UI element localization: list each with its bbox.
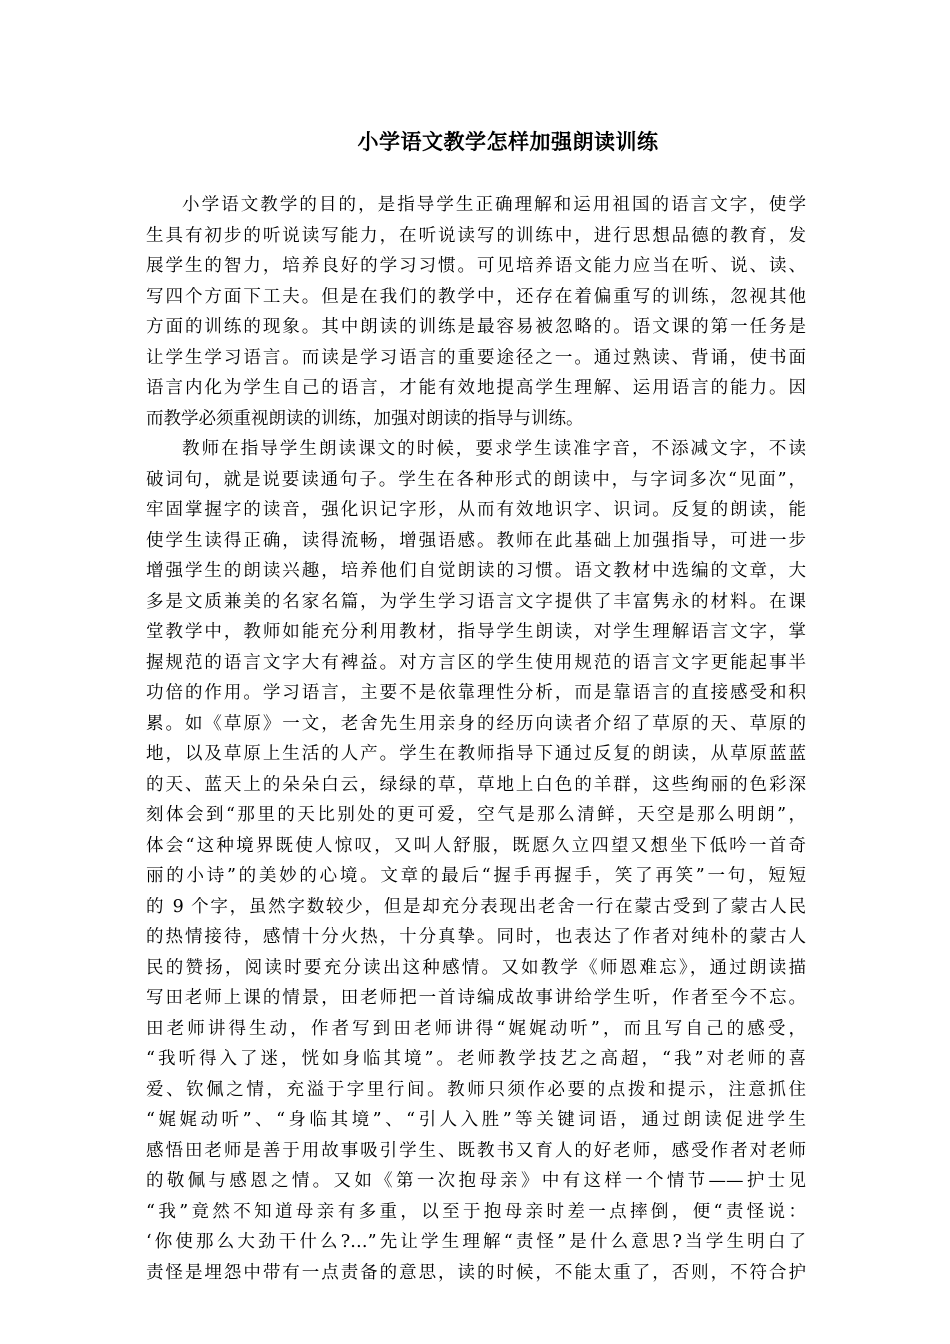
text-line: 方面的训练的现象。其中朗读的训练是最容易被忽略的。语文课的第一任务是 [146, 317, 806, 337]
text-line: 丽的小诗”的美妙的心境。文章的最后“握手再握手，笑了再笑”一句，短短 [146, 866, 806, 886]
text-line: 堂教学中，教师如能充分利用教材，指导学生朗读，对学生理解语言文字，掌 [146, 622, 806, 642]
text-line: 写田老师上课的情景，田老师把一首诗编成故事讲给学生听，作者至今不忘。 [146, 988, 806, 1008]
text-line: 体会“这种境界既使人惊叹，又叫人舒服，既愿久立四望又想坐下低吟一首奇 [146, 835, 806, 856]
text-line: “我”竟然不知道母亲有多重，以至于抱母亲时差一点摔倒，便“责怪说： [146, 1201, 806, 1222]
text-line: 使学生读得正确，读得流畅，增强语感。教师在此基础上加强指导，可进一步 [146, 530, 806, 551]
text-line: 的热情接待，感情十分火热，十分真挚。同时，也表达了作者对纯朴的蒙古人 [146, 927, 806, 947]
document-body [146, 190, 806, 1288]
text-line: 地，以及草原上生活的人产。学生在教师指导下通过反复的朗读，从草原蓝蓝 [146, 744, 806, 764]
text-line: 小学语文教学的目的，是指导学生正确理解和运用祖国的语言文字，使学 [182, 195, 806, 215]
text-line: 功倍的作用。学习语言，主要不是依靠理性分析，而是靠语言的直接感受和积 [146, 683, 806, 703]
text-line: 爱、钦佩之情，充溢于字里行间。教师只须作必要的点拨和提示，注意抓住 [146, 1079, 806, 1100]
text-line: 让学生学习语言。而读是学习语言的重要途径之一。通过熟读、背诵，使书面 [146, 347, 806, 368]
text-line: “娓娓动听”、“身临其境”、“引人入胜”等关键词语，通过朗读促进学生 [146, 1110, 806, 1130]
text-line: 握规范的语言文字大有裨益。对方言区的学生使用规范的语言文字更能起事半 [146, 652, 806, 673]
text-line: 田老师讲得生动，作者写到田老师讲得“娓娓动听”，而且写自己的感受， [146, 1018, 806, 1039]
text-line: 的 9 个字，虽然字数较少，但是却充分表现出老舍一行在蒙古受到了蒙古人民 [146, 896, 806, 917]
text-line: 而教学必须重视朗读的训练，加强对朗读的指导与训练。 [146, 408, 584, 429]
text-line: 感悟田老师是善于用故事吸引学生、既教书又育人的好老师，感受作者对老师 [146, 1140, 806, 1161]
text-line: 破词句，就是说要读通句子。学生在各种形式的朗读中，与字词多次“见面”， [146, 469, 806, 490]
document-title: 小学语文教学怎样加强朗读训练 [357, 130, 659, 154]
text-line: 民的赞扬，阅读时要充分读出这种感情。又如教学《师恩难忘》，通过朗读描 [146, 957, 806, 978]
text-line: 责怪是埋怨中带有一点责备的意思，读的时候，不能太重了，否则，不符合护 [146, 1262, 806, 1283]
text-line: 增强学生的朗读兴趣，培养他们自觉朗读的习惯。语文教材中选编的文章，大 [146, 561, 806, 581]
text-line: 展学生的智力，培养良好的学习习惯。可见培养语文能力应当在听、说、读、 [146, 256, 806, 276]
text-line: 语言内化为学生自己的语言，才能有效地提高学生理解、运用语言的能力。因 [146, 378, 806, 398]
text-line: 牢固掌握字的读音，强化识记字形，从而有效地识字、识词。反复的朗读，能 [146, 500, 806, 520]
text-line: 的敬佩与感恩之情。又如《第一次抱母亲》中有这样一个情节——护士见 [146, 1171, 806, 1191]
text-line: 多是文质兼美的名家名篇，为学生学习语言文字提供了丰富隽永的材料。在课 [146, 591, 806, 612]
text-line: 的天、蓝天上的朵朵白云，绿绿的草，草地上白色的羊群，这些绚丽的色彩深 [146, 774, 806, 795]
text-line: ‘你使那么大劲干什么?…”先让学生理解“责怪”是什么意思?当学生明白了 [146, 1232, 806, 1252]
text-line: “我听得入了迷，恍如身临其境”。老师教学技艺之高超，“我”对老师的喜 [146, 1049, 806, 1069]
text-line: 写四个方面下工夫。但是在我们的教学中，还存在着偏重写的训练，忽视其他 [146, 286, 806, 307]
text-line: 刻体会到“那里的天比别处的更可爱，空气是那么清鲜，天空是那么明朗”， [146, 805, 806, 825]
text-line: 累。如《草原》一文，老舍先生用亲身的经历向读者介绍了草原的天、草原的 [146, 713, 806, 734]
text-line: 生具有初步的听说读写能力，在听说读写的训练中，进行思想品德的教育，发 [146, 225, 806, 246]
text-line: 教师在指导学生朗读课文的时候，要求学生读准字音，不添减文字，不读 [182, 439, 806, 459]
